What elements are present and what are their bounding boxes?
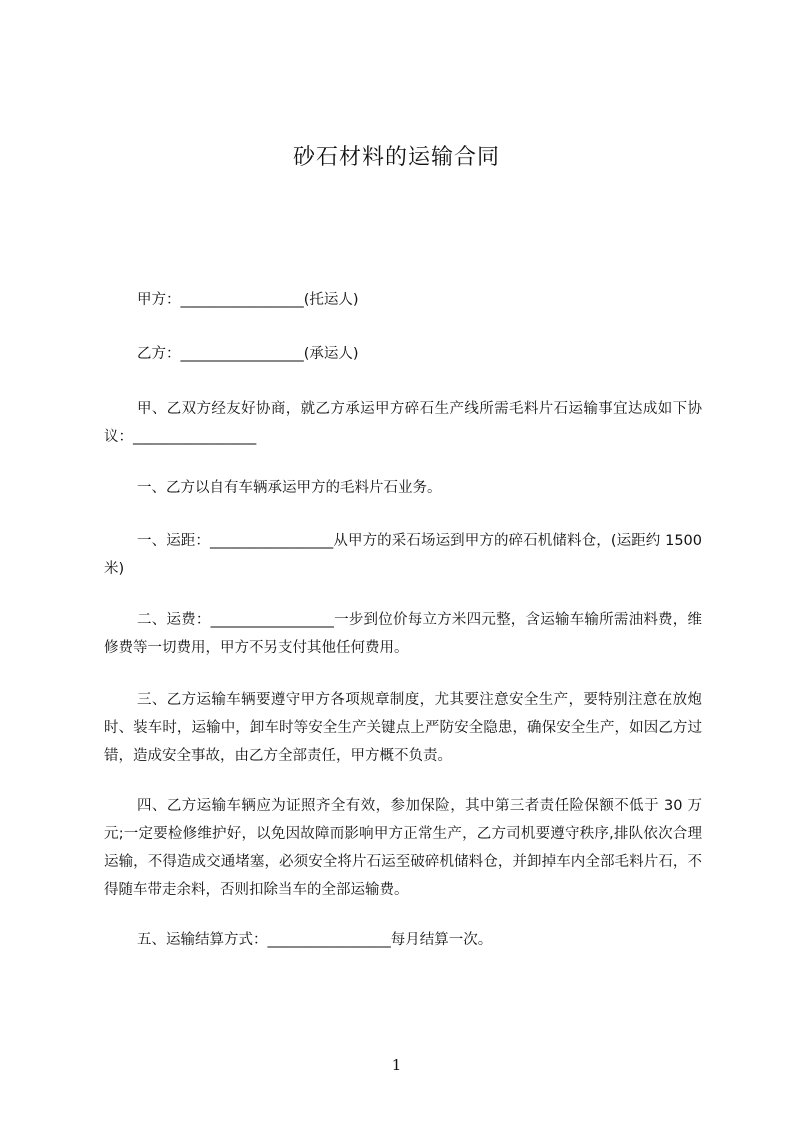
clause-safety: 三、乙方运输车辆要遵守甲方各项规章制度，尤其要注意安全生产，要特别注意在放炮时、装车时，运输中，卸车时等安全生产关键点上严防安全隐患，确保安全生产，如因乙方过错，造成安全事故，由乙方全部责任，甲方概不负责。 <box>104 692 702 764</box>
clause-distance: 一、运距：_________________从甲方的采石场运到甲方的碎石机储料仓，(运距约 1500 米) <box>104 533 702 577</box>
document-title: 砂石材料的运输合同 <box>292 145 500 170</box>
page-number: 1 <box>391 1056 402 1074</box>
preamble-paragraph: 甲、乙双方经友好协商，就乙方承运甲方碎石生产线所需毛料片石运输事宜达成如下协议：_________________ <box>104 401 702 445</box>
clause-vehicle: 四、乙方运输车辆应为证照齐全有效，参加保险，其中第三者责任险保额不低于 30 万元;一定要检修维护好，以免因故障而影响甲方正常生产，乙方司机要遵守秩序,排队依次合理运输，不得造成交通堵塞，必须安全将片石运至破碎机储料仓，并卸掉车内全部毛料片石，不得随车带走余料，否则扣除当车的全部运输费。 <box>104 798 702 898</box>
clause-intro: 一、乙方以自有车辆承运甲方的毛料片石业务。 <box>137 480 442 496</box>
clause-settlement: 五、运输结算方式：_________________每月结算一次。 <box>137 932 493 948</box>
party-a-line: 甲方：_________________(托运人) <box>137 292 359 308</box>
party-b-line: 乙方：_________________(承运人) <box>137 346 359 362</box>
clause-fee: 二、运费：_________________一步到位价每立方米四元整，含运输车输所需油料费，维修费等一切费用，甲方不另支付其他任何费用。 <box>104 612 702 656</box>
